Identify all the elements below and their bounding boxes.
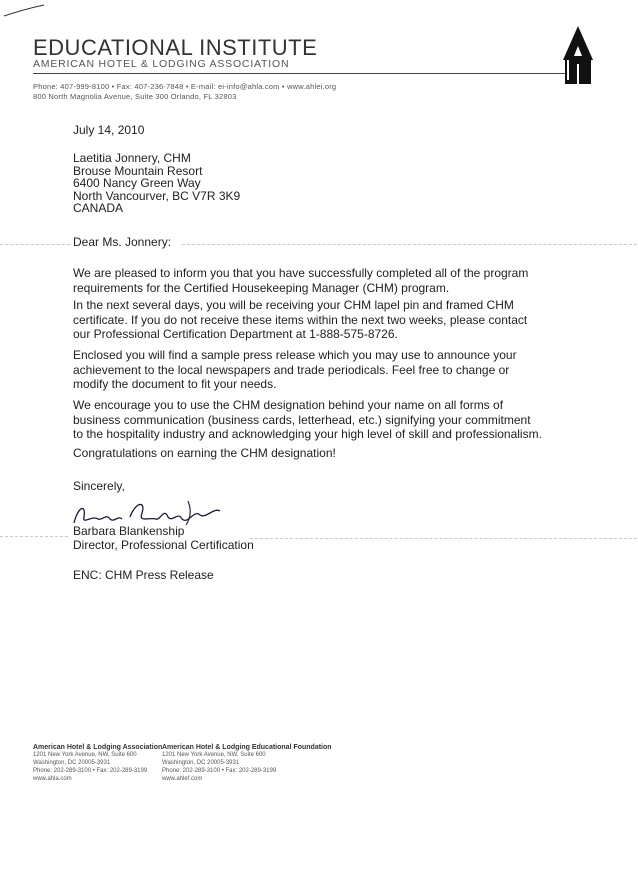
org-subtitle: AMERICAN HOTEL & LODGING ASSOCIATION bbox=[33, 58, 290, 70]
signer-title: Director, Professional Certification bbox=[73, 538, 254, 552]
recipient-line: CANADA bbox=[73, 201, 124, 215]
scan-artifact-line bbox=[0, 536, 68, 537]
footer-line: 1201 New York Avenue, NW, Suite 600 bbox=[33, 752, 137, 758]
contact-line-phone: Phone: 407-999-8100 • Fax: 407-236-7848 • E-mail: ei-info@ahla.com • www.ahlei.org bbox=[33, 82, 337, 91]
recipient-address bbox=[73, 151, 240, 214]
ahla-building-logo-icon bbox=[563, 26, 593, 84]
footer-line: Washington, DC 20005-3931 bbox=[33, 760, 111, 766]
footer-ahlef bbox=[162, 744, 332, 783]
body-paragraph: Congratulations on earning the CHM designation! bbox=[73, 446, 336, 460]
footer-line: www.ahlef.com bbox=[162, 776, 203, 782]
footer-line: www.ahla.com bbox=[33, 776, 72, 782]
org-name: EDUCATIONAL INSTITUTE bbox=[33, 35, 318, 60]
scan-artifact-line bbox=[250, 538, 637, 539]
scan-artifact-line bbox=[0, 244, 70, 245]
scan-artifact-line bbox=[182, 244, 637, 245]
recipient-line: 6400 Nancy Green Way bbox=[73, 176, 201, 190]
body-paragraph: We are pleased to inform you that you have successfully completed all of the program requirements for the Certified Housekeeping Manager (CHM) program. bbox=[73, 266, 529, 295]
recipient-line: Laetitia Jonnery, CHM bbox=[73, 151, 191, 165]
recipient-line: North Vancourver, BC V7R 3K9 bbox=[73, 188, 241, 203]
footer-line: Phone: 202-289-3100 • Fax: 202-289-3199 bbox=[162, 768, 277, 774]
letterhead-rule bbox=[33, 73, 579, 74]
contact-line-address: 800 North Magnolia Avenue, Suite 300 Orlando, FL 32803 bbox=[33, 92, 237, 101]
body-paragraph: We encourage you to use the CHM designation behind your name on all forms of business communication (business cards, letterhead, etc.) signifying your commitment to the hospitality industry and acknowledging your high level of skill and professionalism. bbox=[73, 398, 542, 441]
footer-heading: American Hotel & Lodging Educational Foundation bbox=[162, 744, 332, 751]
body-paragraph: In the next several days, you will be receiving your CHM lapel pin and framed CHM certificate. If you do not receive these items within the next two weeks, please contact our Professional Certification Department at 1-888-575-8726. bbox=[73, 298, 528, 341]
enclosure-note: ENC: CHM Press Release bbox=[73, 568, 214, 582]
footer-ahla bbox=[33, 744, 162, 783]
body-paragraph: Enclosed you will find a sample press release which you may use to announce your achievement to the local newspapers and trade periodicals. Feel free to change or modify the document to fit your needs. bbox=[73, 348, 517, 391]
footer-line: Phone: 202-289-3100 • Fax: 202-289-3199 bbox=[33, 768, 148, 774]
footer-line: 1201 New York Avenue, NW, Suite 600 bbox=[162, 752, 266, 758]
salutation: Dear Ms. Jonnery: bbox=[73, 235, 172, 249]
footer-line: Washington, DC 20005-3931 bbox=[162, 760, 240, 766]
signer-name: Barbara Blankenship bbox=[73, 524, 185, 538]
corner-pen-mark bbox=[2, 4, 46, 18]
closing: Sincerely, bbox=[73, 479, 125, 493]
letter-date: July 14, 2010 bbox=[73, 123, 145, 137]
recipient-line: Brouse Mountain Resort bbox=[73, 163, 203, 178]
footer-heading: American Hotel & Lodging Association bbox=[33, 744, 163, 751]
